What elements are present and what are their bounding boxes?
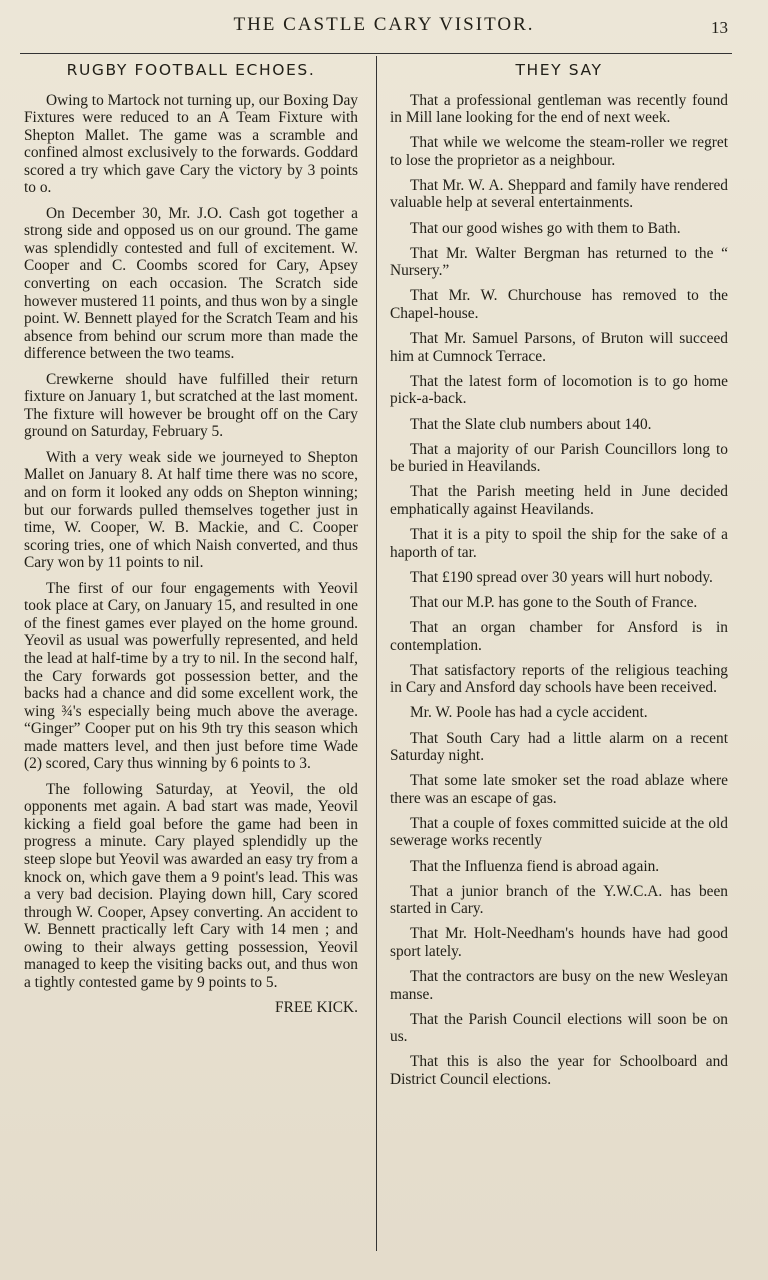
they-say-item: That a junior branch of the Y.W.C.A. has been started in Cary. <box>390 882 728 918</box>
they-say-item: That a couple of foxes committed suicide at the old sewerage works recently <box>390 814 728 850</box>
header-rule <box>20 53 732 54</box>
they-say-item: That our good wishes go with them to Bath. <box>410 219 681 237</box>
they-say-item: That the latest form of locomotion is to go home pick-a-back. <box>390 372 728 408</box>
they-say-item: That £190 spread over 30 years will hurt nobody. <box>410 568 713 586</box>
they-say-item: That the Parish Council elections will soon be on us. <box>390 1010 728 1046</box>
they-say-item: That the Parish meeting held in June decided emphatically against Heavilands. <box>390 483 728 518</box>
they-say-item: Mr. W. Poole has had a cycle accident. <box>410 704 648 722</box>
they-say-item: That Mr. Holt-Needham's hounds have had good sport lately. <box>390 925 728 960</box>
rugby-paragraph: Crewkerne should have fulfilled their return fixture on January 1, but scratched at the last moment. The fixture will however be brought off on the Cary ground on Saturday, February 5. <box>24 370 358 441</box>
they-say-item: That South Cary had a little alarm on a recent Saturday night. <box>390 729 728 765</box>
page-number: 13 <box>711 18 728 37</box>
they-say-item: That our M.P. has gone to the South of France. <box>410 593 698 611</box>
rugby-paragraph: On December 30, Mr. J.O. Cash got together a strong side and opposed us on our ground. The game was splendidly contested and full of excitement. W. Cooper and C. Coombs scored for Cary, Apsey converting on each occasion. The Scratch side however mustered 11 points, and thus won by a single point. W. Bennett played for the Scratch Team and his absence from behind our scrum more than made the difference between the two teams. <box>24 204 358 363</box>
they-say-item: That Mr. Walter Bergman has returned to the “ Nursery.” <box>390 244 728 280</box>
rugby-paragraph: With a very weak side we journeyed to Shepton Mallet on January 8. At half time there was no score, and on form it looked any odds on Shepton winning; but our forwards pulled themselves together just in time, W. Cooper, W. B. Mackie, and C. Cooper scoring tries, one of which Naish converted, and thus Cary won by 11 points to nil. <box>24 448 358 572</box>
they-say-item: That the Slate club numbers about 140. <box>410 415 652 433</box>
rugby-paragraph: The following Saturday, at Yeovil, the old opponents met again. A bad start was made, Yeovil kicking a field goal before the game had been in progress a minute. Cary played splendidly up the steep slope but Yeovil was awarded an easy try from a knock on, which gave them a 9 point's lead. This was a very bad decision. Playing down hill, Cary scored through W. Cooper, Apsey converting. An accident to W. Bennett practically left Cary with 14 men ; and owing to their always getting possession, Yeovil managed to keep the visiting backs out, and thus won a tightly contested game by 9 points to 5. <box>24 780 358 991</box>
they-say-item: That the contractors are busy on the new Wesleyan manse. <box>390 968 728 1003</box>
they-say-item: That an organ chamber for Ansford is in contemplation. <box>390 618 728 654</box>
they-say-item: That Mr. W. A. Sheppard and family have rendered valuable help at several entertainments. <box>390 176 728 212</box>
they-say-item: That Mr. W. Churchouse has removed to the Chapel-house. <box>390 287 728 322</box>
rugby-signoff: FREE KICK. <box>275 999 358 1017</box>
rugby-paragraph: The first of our four engagements with Yeovil took place at Cary, on January 15, and resulted in one of the finest games ever played on the home ground. Yeovil as usual was powerfully represented, and held the lead at half-time by a try to nil. In the second half, the Cary forwards got possession better, and the backs had a chance and did some excellent work, the wing ¾'s especially being much above the average. “Ginger” Cooper put on his 9th try this season which made matters level, and then just before time Wade (2) scored, Cary thus winning by 6 points to 3. <box>24 579 358 773</box>
they-say-column <box>390 62 728 1096</box>
running-title: THE CASTLE CARY VISITOR. <box>233 14 535 35</box>
rugby-heading: RUGBY FOOTBALL ECHOES. <box>66 61 316 79</box>
they-say-item: That a professional gentleman was recently found in Mill lane looking for the end of next week. <box>390 91 728 127</box>
they-say-item: That Mr. Samuel Parsons, of Bruton will succeed him at Cumnock Terrace. <box>390 330 728 365</box>
rugby-column <box>24 62 358 1017</box>
they-say-heading: THEY SAY <box>515 61 603 79</box>
they-say-item: That while we welcome the steam-roller we regret to lose the proprietor as a neighbour. <box>390 134 728 169</box>
they-say-item: That it is a pity to spoil the ship for the sake of a haporth of tar. <box>390 526 728 561</box>
they-say-item: That a majority of our Parish Councillors long to be buried in Heavilands. <box>390 440 728 476</box>
rugby-paragraph: Owing to Martock not turning up, our Boxing Day Fixtures were reduced to an A Team Fixture with Shepton Mallet. The game was a scramble and confined almost exclusively to the forwards. Goddard scored a try which gave Cary the victory by 3 points to o. <box>24 91 358 197</box>
they-say-item: That some late smoker set the road ablaze where there was an escape of gas. <box>390 772 728 807</box>
they-say-item: That satisfactory reports of the religious teaching in Cary and Ansford day schools have been received. <box>390 661 728 697</box>
column-divider <box>376 56 377 1251</box>
they-say-item: That the Influenza fiend is abroad again. <box>410 857 660 875</box>
they-say-item: That this is also the year for Schoolboard and District Council elections. <box>390 1053 728 1088</box>
